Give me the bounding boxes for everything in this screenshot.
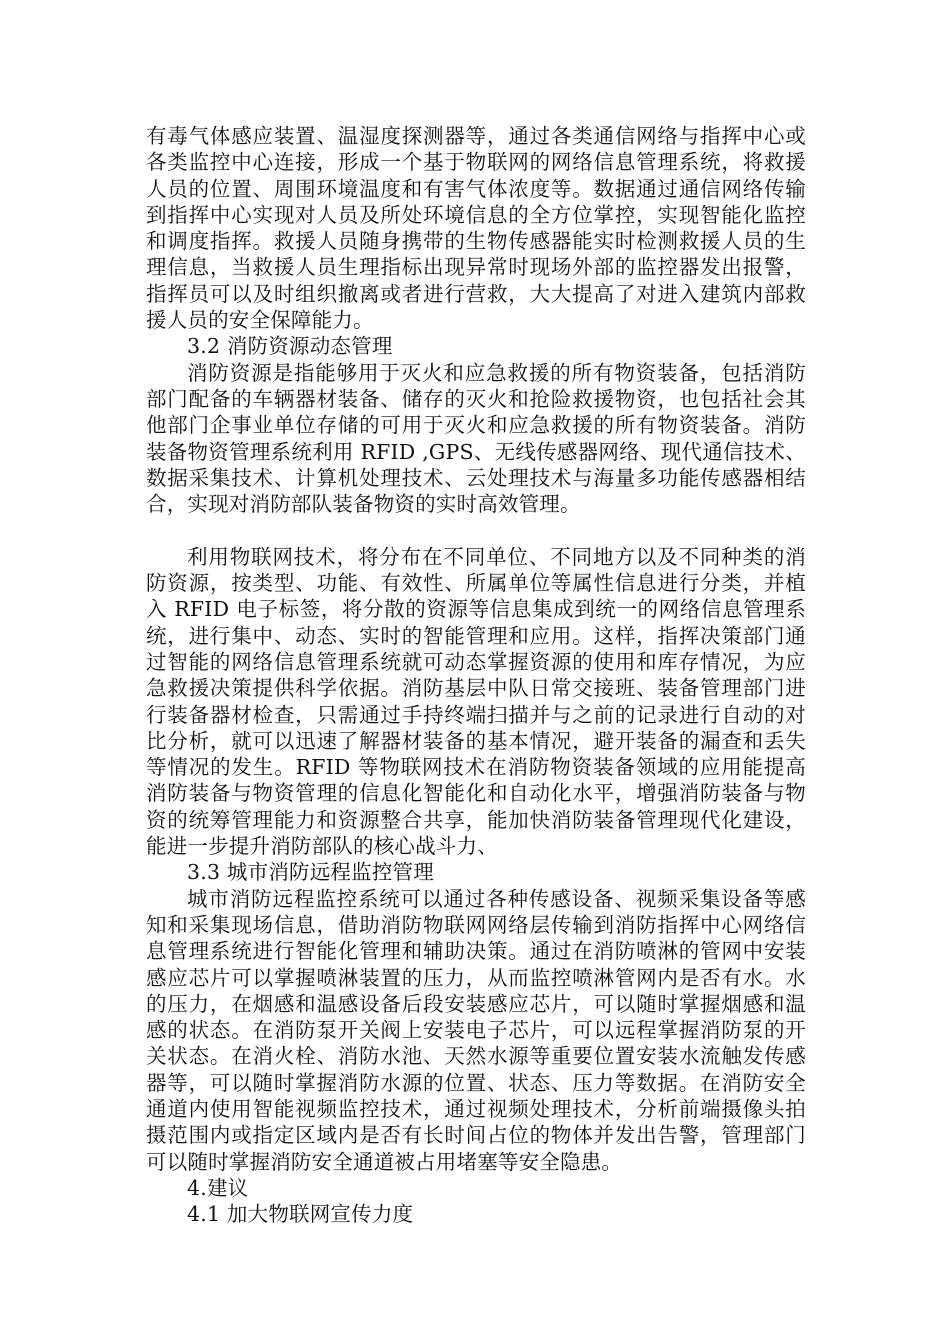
section-heading-4: 4.建议 [187,1175,249,1200]
paragraph-fire-resources: 消防资源是指能够用于灭火和应急救援的所有物资装备，包括消防部门配备的车辆器材装备、储存的灭火和抢险救援物资，也包括社会其他部门企事业单位存储的可用于灭火和应急救援的所有物资装备。消防装备物资管理系统利用 RFID ,GPS、无线传感器网络、现代通信技术、数据采集技术、计算机处理技术、云处理技术与海量多功能传感器相结合，实现对消防部队装备物资的实时高效管理。 [146,360,806,517]
paragraph-iot-resource-management: 利用物联网技术，将分布在不同单位、不同地方以及不同种类的消防资源，按类型、功能、有效性、所属单位等属性信息进行分类，并植入 RFID 电子标签，将分散的资源等信息集成到统一的网络信息管理系统，进行集中、动态、实时的智能管理和应用。这样，指挥决策部门通过智能的网络信息管理系统就可动态掌握资源的使用和库存情况，为应急救援决策提供科学依据。消防基层中队日常交接班、装备管理部门进行装备器材检查，只需通过手持终端扫描并与之前的记录进行自动的对比分析，就可以迅速了解器材装备的基本情况，避开装备的漏查和丢失等情况的发生。RFID 等物联网技术在消防物资装备领域的应用能提高消防装备与物资管理的信息化智能化和自动化水平，增强消防装备与物资的统筹管理能力和资源整合共享，能加快消防装备管理现代化建设，能进一步提升消防部队的核心战斗力、 [146,544,806,859]
section-heading-3-2: 3.2 消防资源动态管理 [187,334,393,359]
section-heading-4-1: 4.1 加大物联网宣传力度 [187,1202,414,1227]
section-heading-3-3: 3.3 城市消防远程监控管理 [187,860,434,885]
document-page [146,123,806,1227]
paragraph-spacer [146,517,806,543]
paragraph-remote-monitoring: 城市消防远程监控系统可以通过各种传感设备、视频采集设备等感知和采集现场信息，借助消防物联网网络层传输到消防指挥中心网络信息管理系统进行智能化管理和辅助决策。通过在消防喷淋的管网中安装感应芯片可以掌握喷淋装置的压力，从而监控喷淋管网内是否有水。水的压力，在烟感和温感设备后段安装感应芯片，可以随时掌握烟感和温感的状态。在消防泵开关阀上安装电子芯片，可以远程掌握消防泵的开关状态。在消火栓、消防水池、天然水源等重要位置安装水流触发传感器等，可以随时掌握消防水源的位置、状态、压力等数据。在消防安全通道内使用智能视频监控技术，通过视频处理技术，分析前端摄像头拍摄范围内或指定区域内是否有长时间占位的物体并发出告警，管理部门可以随时掌握消防安全通道被占用堵塞等安全隐患。 [146,886,806,1174]
paragraph-rescue-monitoring: 有毒气体感应装置、温湿度探测器等，通过各类通信网络与指挥中心或各类监控中心连接，形成一个基于物联网的网络信息管理系统，将救援人员的位置、周围环境温度和有害气体浓度等。数据通过通信网络传输到指挥中心实现对人员及所处环境信息的全方位掌控，实现智能化监控和调度指挥。救援人员随身携带的生物传感器能实时检测救援人员的生理信息，当救援人员生理指标出现异常时现场外部的监控器发出报警，指挥员可以及时组织撤离或者进行营救，大大提高了对进入建筑内部救援人员的安全保障能力。 [146,124,806,333]
